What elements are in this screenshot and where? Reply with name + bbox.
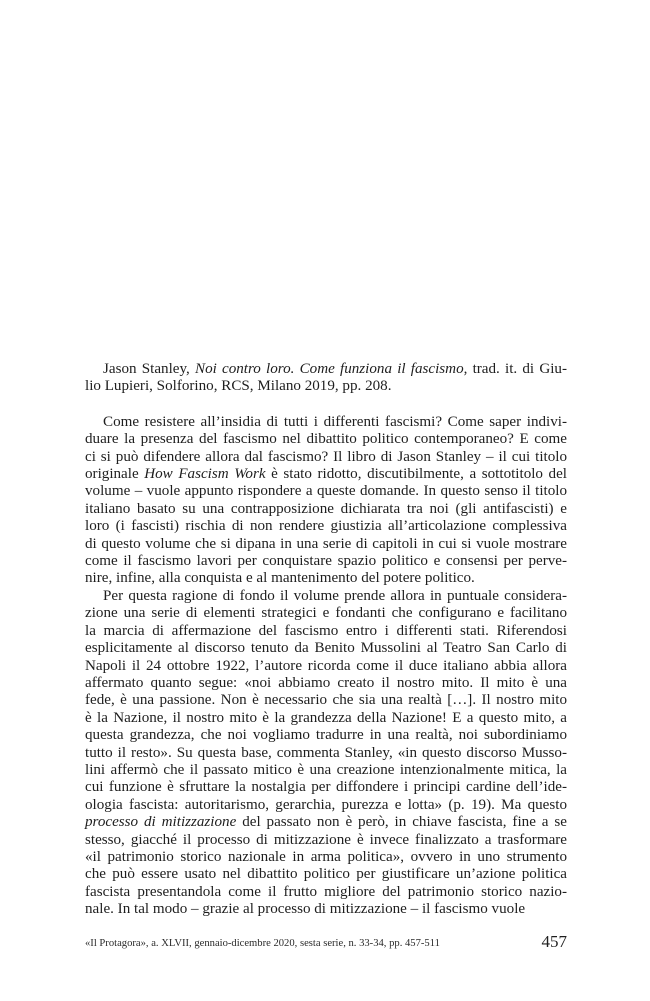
text-line — [85, 884, 567, 901]
text-run: nale. In tal modo – grazie al processo di mitizzazione – il fascismo vuole — [85, 901, 526, 918]
page-number: 457 — [541, 932, 567, 951]
text-line — [85, 501, 567, 518]
text-run: «il patrimonio storico nazionale in arma politica», ovvero in uno strumento — [85, 848, 567, 865]
text-line — [85, 449, 567, 466]
text-line — [85, 866, 567, 883]
text-line — [85, 814, 567, 831]
text-line — [85, 901, 567, 918]
text-line — [85, 553, 567, 570]
text-run: nire, infine, alla conquista e al mantenimento del potere politico. — [85, 570, 475, 587]
text-line — [85, 762, 567, 779]
text-line — [85, 832, 567, 849]
text-line — [85, 518, 567, 535]
text-run: stesso, giacché il processo di mitizzazione è invece finalizzato a trasformare — [85, 831, 567, 848]
text-line — [85, 536, 567, 553]
text-line — [85, 466, 567, 483]
text-run: è la Nazione, il nostro mito è la grandezza della Nazione! E a questo mito, a — [85, 709, 567, 726]
text-line — [85, 797, 567, 814]
text-line — [85, 361, 567, 378]
text-run: fede, è una passione. Non è necessario che sia una realtà […]. Il nostro mito — [85, 692, 567, 709]
page-footer — [85, 930, 567, 952]
text-run: di questo volume che si dipana in una serie di capitoli in cui si vuole mostrare — [85, 535, 567, 552]
text-run: ologia fascista: autoritarismo, gerarchia, purezza e lotta» (p. 19). Ma questo — [85, 796, 567, 813]
text-line — [85, 779, 567, 796]
review-body — [85, 414, 567, 919]
text-run: ci si può difendere allora dal fascismo? Il libro di Jason Stanley – il cui titolo — [85, 448, 567, 465]
review-text-block — [85, 361, 567, 919]
text-line — [85, 623, 567, 640]
text-run: affermato quanto segue: «noi abbiamo creato il nostro mito. Il mito è una — [85, 674, 567, 691]
paragraph-gap — [85, 396, 567, 414]
review-header — [85, 361, 567, 396]
text-run: fascista presentandola come il frutto migliore del patrimonio storico nazio- — [85, 883, 567, 900]
text-run: originale — [85, 466, 145, 483]
text-run: Come resistere all’insidia di tutti i differenti fascismi? Come saper indivi- — [103, 413, 567, 430]
text-run: lio Lupieri, Solforino, RCS, Milano 2019, pp. 208. — [85, 378, 392, 395]
text-run: questa grandezza, che noi vogliamo tradurre in una realtà, noi subordiniamo — [85, 727, 567, 744]
journal-citation: «Il Protagora», a. XLVII, gennaio-dicembre 2020, sesta serie, n. 33-34, pp. 457-511 — [85, 938, 440, 949]
text-run: Napoli il 24 ottobre 1922, l’autore ricorda come il duce italiano abbia allora — [85, 657, 567, 674]
italic-title: How Fascism Work — [144, 466, 266, 483]
text-line — [85, 588, 567, 605]
text-line — [85, 675, 567, 692]
text-line — [85, 727, 567, 744]
text-run: zione una serie di elementi strategici e fondanti che configurano e facilitano — [85, 605, 567, 622]
text-line — [85, 483, 567, 500]
text-run: la marcia di affermazione del fascismo entro i differenti stati. Riferendosi — [85, 622, 567, 639]
text-line — [85, 640, 567, 657]
text-line — [85, 414, 567, 431]
italic-title: Noi contro loro. Come funziona il fascismo — [195, 361, 464, 377]
text-line — [85, 378, 567, 395]
text-run: italiano basato su una contrapposizione dichiarata tra noi (gli antifascisti) e — [85, 500, 567, 517]
text-run: loro (i fascisti) rischia di non rendere giustizia all’articolazione complessiva — [85, 518, 567, 535]
text-run: come il fascismo lavori per conquistare spazio politico e consensi per perve- — [85, 553, 567, 570]
text-run: tutto il resto». Su questa base, commenta Stanley, «in questo discorso Musso- — [85, 744, 567, 761]
text-line — [85, 658, 567, 675]
text-run: che può essere usato nel dibattito politico per giustificare un’azione politica — [85, 866, 567, 883]
text-run: Jason Stanley, — [103, 361, 195, 377]
text-run: Per questa ragione di fondo il volume prende allora in puntuale considera- — [103, 587, 567, 604]
text-run: lini affermò che il passato mitico è una creazione intenzionalmente mitica, la — [85, 761, 567, 778]
text-run: esplicitamente al discorso tenuto da Benito Mussolini al Teatro San Carlo di — [85, 640, 567, 657]
text-run: , trad. it. di Giu- — [463, 361, 567, 377]
text-run: è stato ridotto, discutibilmente, a sottotitolo del — [265, 466, 568, 483]
text-line — [85, 570, 567, 587]
text-run: del passato non è però, in chiave fascista, fine a se — [236, 814, 567, 831]
text-run: cui funzione è sfruttare la nostalgia per diffondere i principi cardine dell’ide- — [85, 779, 567, 796]
text-run: duare la presenza del fascismo nel dibattito politico contemporaneo? E come — [85, 431, 567, 448]
text-line — [85, 605, 567, 622]
text-run: volume – vuole appunto rispondere a queste domande. In questo senso il titolo — [85, 483, 567, 500]
text-line — [85, 849, 567, 866]
text-line — [85, 745, 567, 762]
italic-title: processo di mitizzazione — [85, 814, 237, 831]
text-line — [85, 710, 567, 727]
text-line — [85, 431, 567, 448]
text-line — [85, 692, 567, 709]
